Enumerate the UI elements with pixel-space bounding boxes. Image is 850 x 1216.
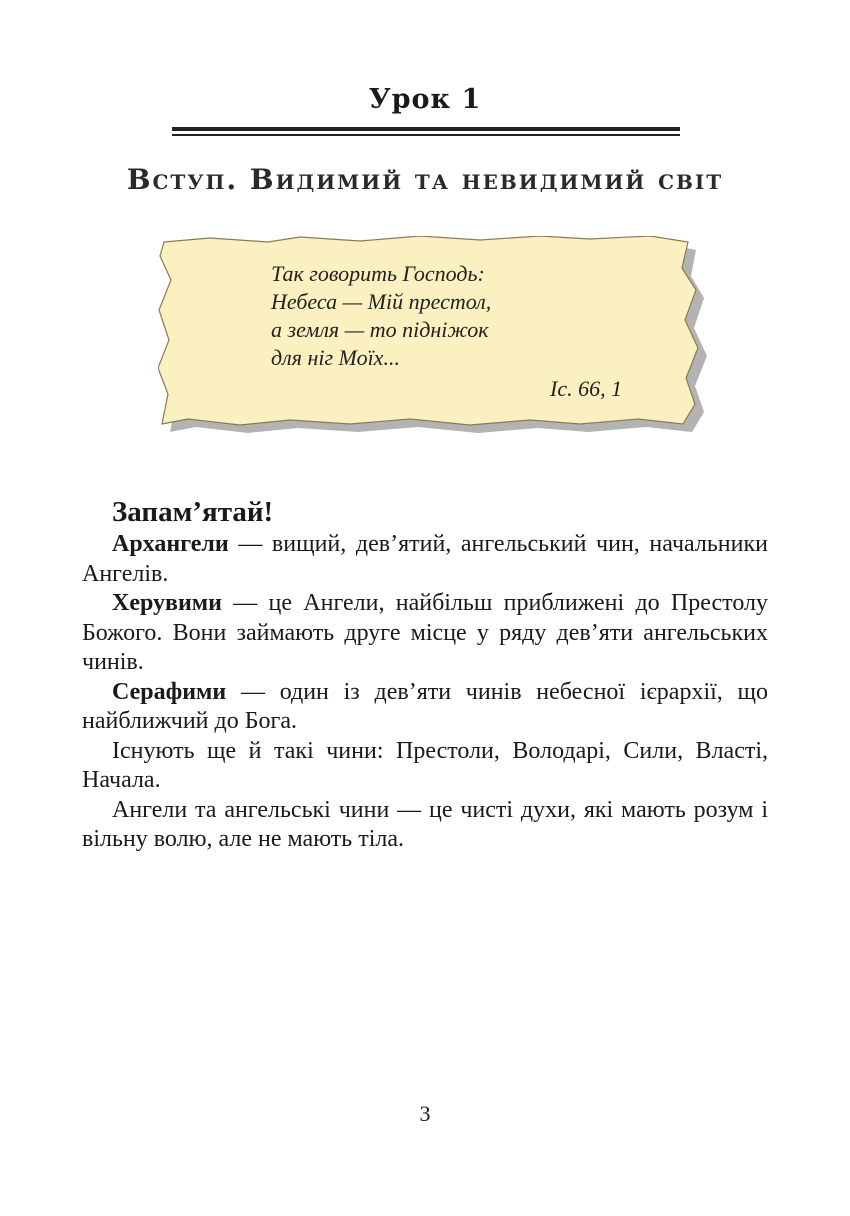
lesson-title: Урок 1 <box>368 84 482 115</box>
paragraph-archangels <box>82 530 768 589</box>
page-number: 3 <box>419 1101 431 1126</box>
definition-cherubim: — це Ангели, найбільш приближені до Престолу Божого. Вони займають друге місце у ряду дев’яти ангельських чинів. <box>82 590 768 675</box>
definition-archangels: — вищий, дев’ятий, ангельський чин, начальники Ангелів. <box>82 531 768 587</box>
paragraph-other-ranks <box>82 737 768 796</box>
paragraph-seraphim <box>82 678 768 737</box>
lesson-subtitle: Вступ. Видимий та невидимий світ <box>126 163 724 196</box>
paragraph-angels-nature <box>82 796 768 855</box>
quote-line: а земля — то підніжок <box>271 317 489 342</box>
title-underline-thin <box>172 134 680 136</box>
quote-line: для ніг Моїх... <box>271 345 400 370</box>
title-underline-thick <box>172 127 680 131</box>
quote-scroll <box>158 236 713 436</box>
other-ranks-text: Існують ще й такі чини: Престоли, Володарі, Сили, Власті, Начала. <box>82 737 768 793</box>
quote-line: Так говорить Господь: <box>271 261 485 286</box>
remember-body <box>82 530 768 855</box>
remember-heading: Запам’ятай! <box>112 496 274 528</box>
quote-text <box>271 260 491 372</box>
term-archangels: Архангели <box>112 531 229 557</box>
paragraph-cherubim <box>82 589 768 678</box>
term-cherubim: Херувими <box>112 590 222 616</box>
quote-reference: Іс. 66, 1 <box>550 376 623 401</box>
angels-nature-text: Ангели та ангельські чини — це чисті духи, які мають розум і вільну волю, але не мають тіла. <box>82 796 768 852</box>
definition-seraphim: — один із дев’яти чинів небесної ієрархії, що найближчий до Бога. <box>82 678 768 734</box>
term-seraphim: Серафими <box>112 678 227 705</box>
quote-line: Небеса — Мій престол, <box>271 289 492 314</box>
